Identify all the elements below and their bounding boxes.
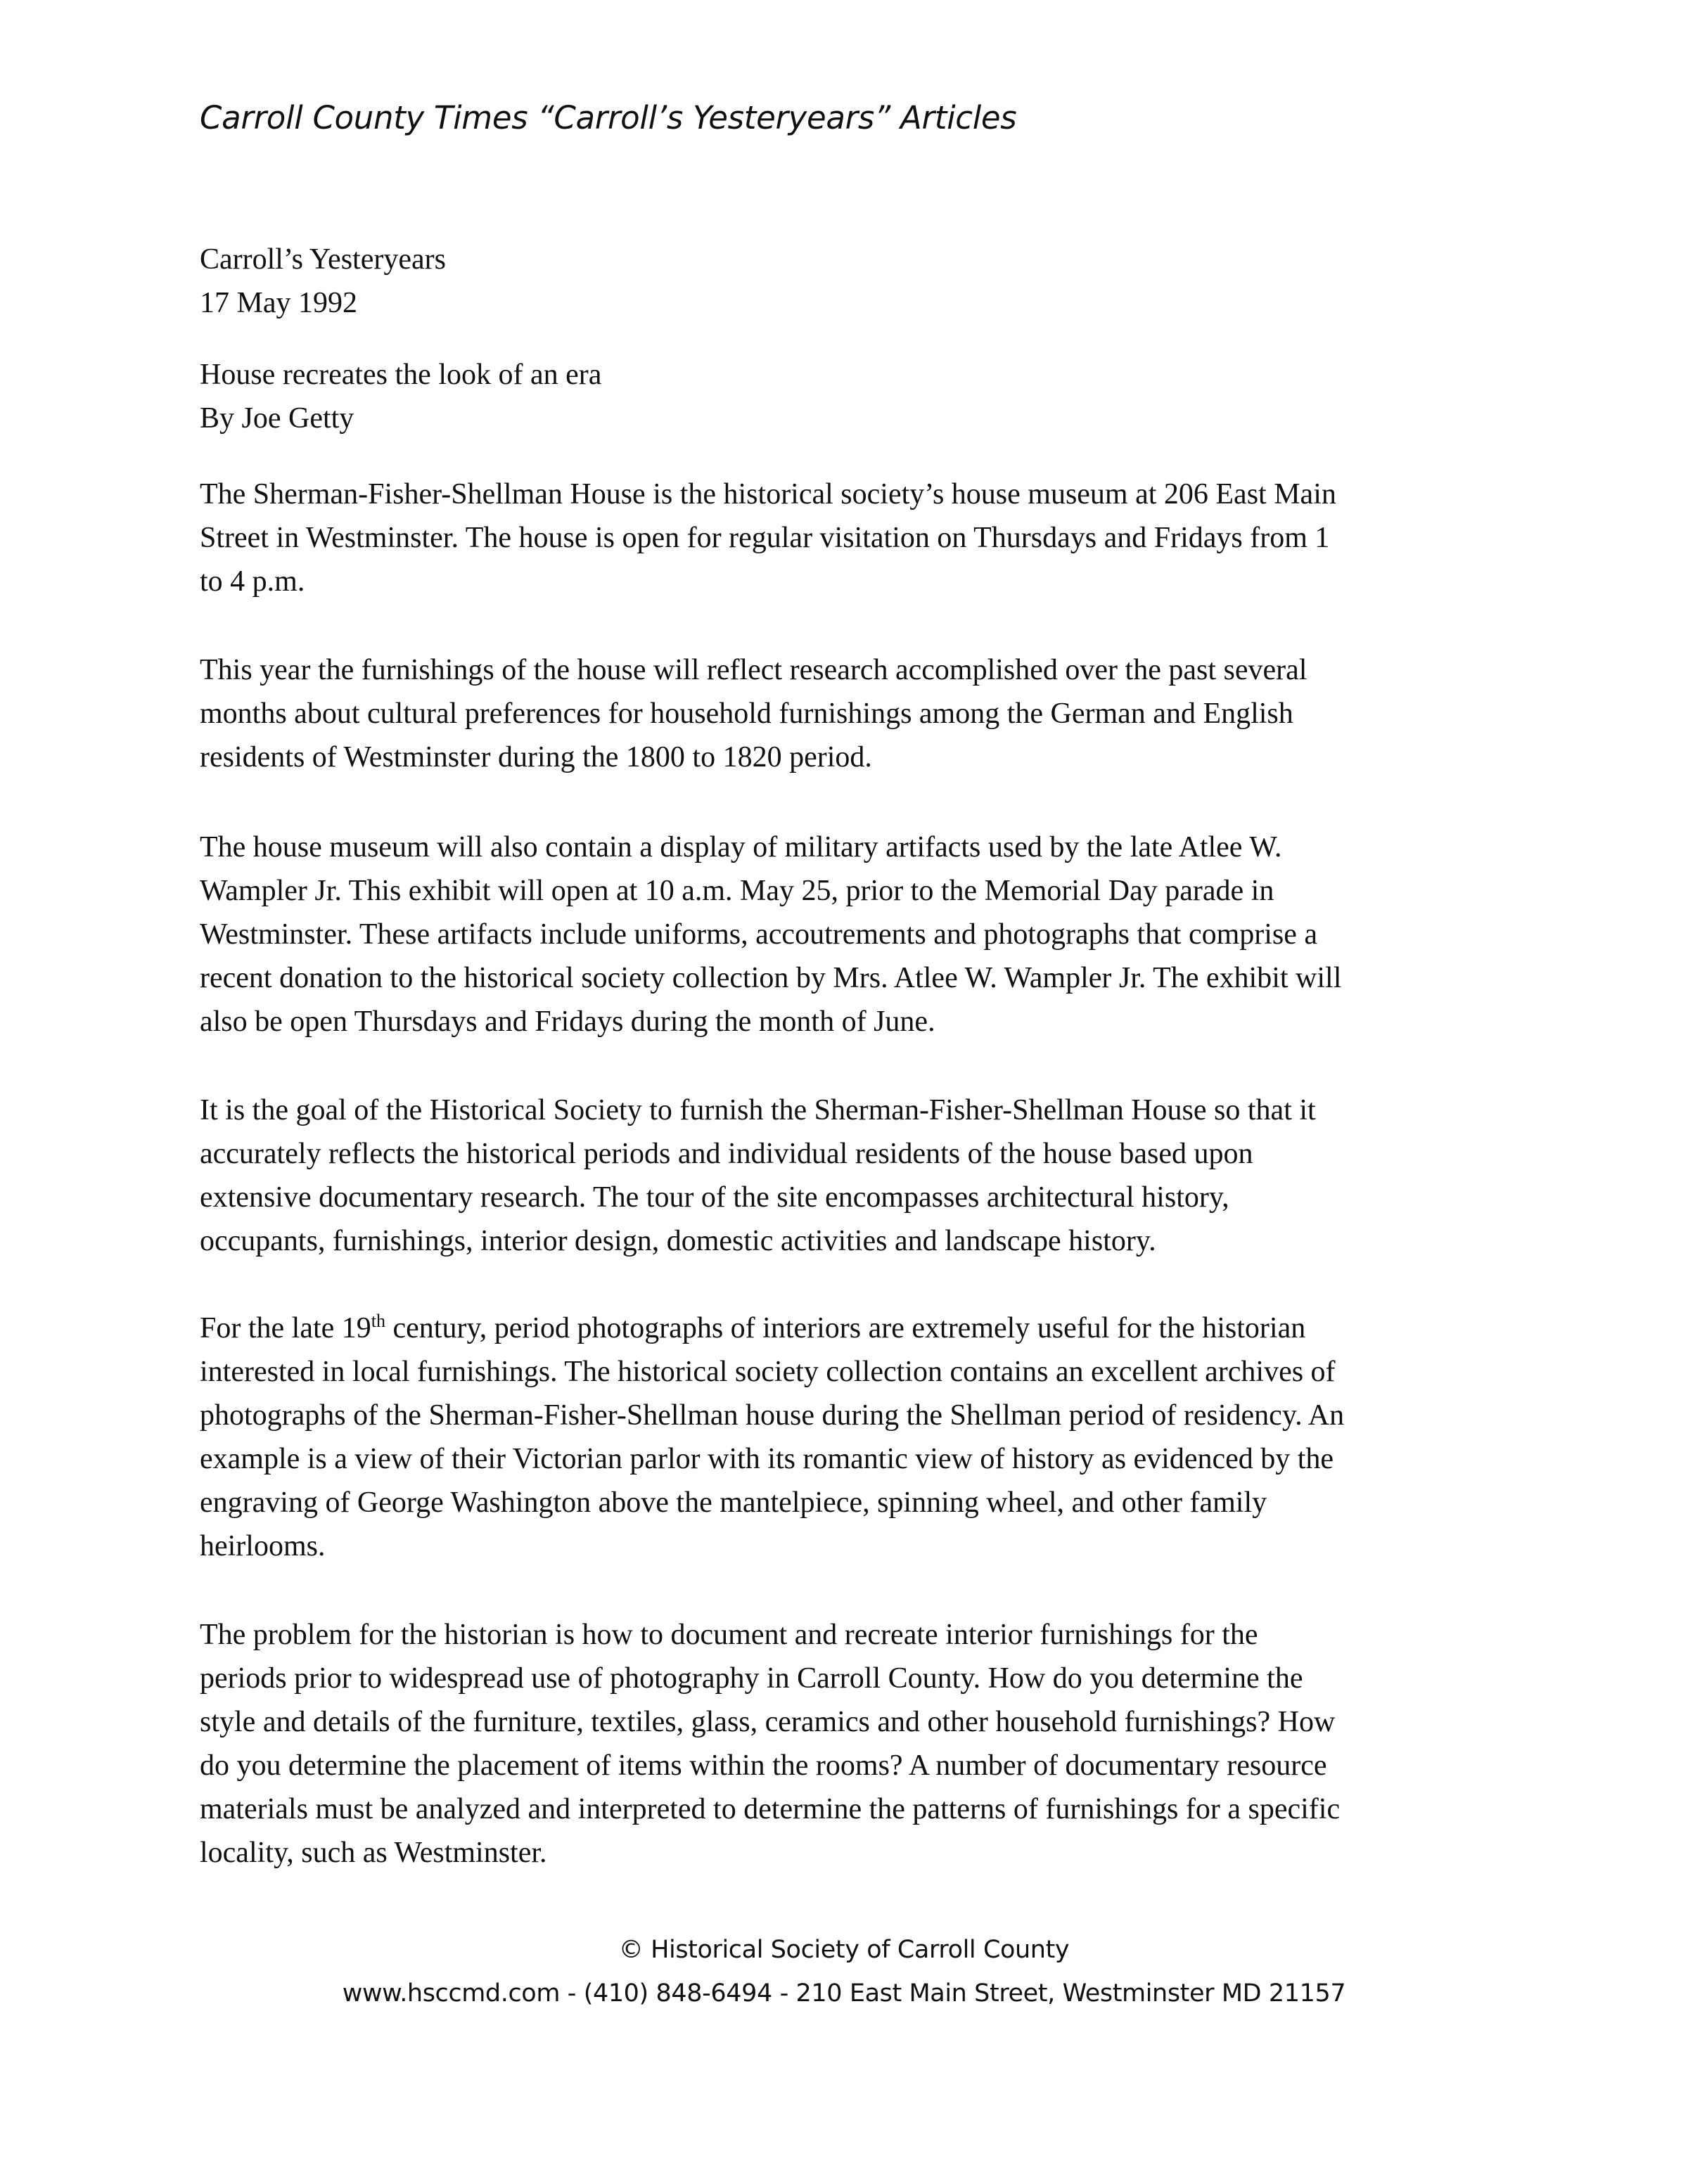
paragraph-line: residents of Westminster during the 1800 to 1820 period. — [200, 741, 872, 773]
paragraph-text: For the late 19 — [200, 1312, 371, 1344]
paragraph-line: Westminster. These artifacts include uniforms, accoutrements and photographs that comprise a — [200, 918, 1318, 951]
running-header: Carroll County Times “Carroll’s Yesteryears” Articles — [200, 99, 1017, 136]
paragraph-line: periods prior to widespread use of photography in Carroll County. How do you determine the — [200, 1662, 1303, 1695]
paragraph-4 — [200, 1088, 1508, 1263]
paragraph-line: Wampler Jr. This exhibit will open at 10 a.m. May 25, prior to the Memorial Day parade in — [200, 875, 1274, 907]
paragraph-line: locality, such as Westminster. — [200, 1837, 547, 1869]
paragraph-line — [200, 1306, 1508, 1350]
paragraph-line: materials must be analyzed and interpreted to determine the patterns of furnishings for a specific — [200, 1793, 1341, 1825]
paragraph-line: Street in Westminster. The house is open for regular visitation on Thursdays and Fridays from 1 — [200, 522, 1330, 554]
paragraph-line: The house museum will also contain a display of military artifacts used by the late Atlee W. — [200, 831, 1282, 863]
paragraph-line: heirlooms. — [200, 1530, 326, 1562]
paragraph-line: This year the furnishings of the house will reflect research accomplished over the past several — [200, 654, 1307, 686]
paragraph-2 — [200, 648, 1508, 779]
paragraph-line: do you determine the placement of items within the rooms? A number of documentary resource — [200, 1749, 1327, 1782]
paragraph-text: century, period photographs of interiors are extremely useful for the historian — [385, 1312, 1306, 1344]
article-heading — [200, 353, 1508, 440]
article-headline: House recreates the look of an era — [200, 359, 602, 391]
paragraph-line: to 4 p.m. — [200, 565, 305, 598]
footer-contact: www.hsccmd.com - (410) 848-6494 - 210 East Main Street, Westminster MD 21157 — [342, 1979, 1346, 2008]
paragraph-line: The Sherman-Fisher-Shellman House is the historical society’s house museum at 206 East Main — [200, 478, 1336, 510]
ordinal-superscript: th — [371, 1311, 386, 1331]
footer-copyright: © Historical Society of Carroll County — [618, 1936, 1070, 1964]
column-name: Carroll’s Yesteryears — [200, 243, 446, 276]
article-date: 17 May 1992 — [200, 287, 357, 319]
paragraph-line: photographs of the Sherman-Fisher-Shellman house during the Shellman period of residency. An — [200, 1399, 1345, 1432]
paragraph-line: occupants, furnishings, interior design, domestic activities and landscape history. — [200, 1225, 1156, 1257]
paragraph-line: engraving of George Washington above the mantelpiece, spinning wheel, and other family — [200, 1486, 1267, 1519]
article-byline: By Joe Getty — [200, 402, 354, 435]
paragraph-line: interested in local furnishings. The historical society collection contains an excellent archives of — [200, 1356, 1336, 1388]
paragraph-3 — [200, 826, 1508, 1043]
paragraph-line: style and details of the furniture, textiles, glass, ceramics and other household furnishings? How — [200, 1706, 1336, 1738]
article-meta — [200, 238, 1508, 325]
paragraph-5 — [200, 1306, 1508, 1568]
paragraph-1 — [200, 473, 1508, 603]
paragraph-line: The problem for the historian is how to document and recreate interior furnishings for the — [200, 1619, 1258, 1651]
paragraph-line: months about cultural preferences for household furnishings among the German and English — [200, 698, 1293, 730]
paragraph-line: recent donation to the historical society collection by Mrs. Atlee W. Wampler Jr. The exhibit will — [200, 962, 1342, 994]
paragraph-line: also be open Thursdays and Fridays during the month of June. — [200, 1006, 935, 1038]
paragraph-6 — [200, 1613, 1508, 1875]
paragraph-line: accurately reflects the historical periods and individual residents of the house based upon — [200, 1138, 1253, 1170]
paragraph-line: example is a view of their Victorian parlor with its romantic view of history as evidenced by the — [200, 1443, 1334, 1475]
paragraph-line: extensive documentary research. The tour of the site encompasses architectural history, — [200, 1181, 1229, 1214]
paragraph-line: It is the goal of the Historical Society to furnish the Sherman-Fisher-Shellman House so that it — [200, 1094, 1316, 1126]
